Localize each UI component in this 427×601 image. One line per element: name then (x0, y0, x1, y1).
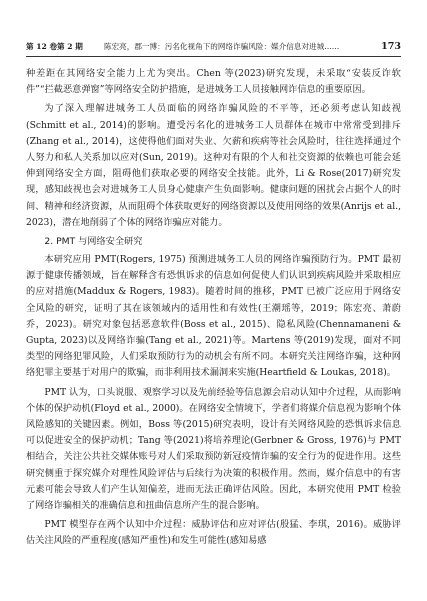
paragraph: 种差距在其网络安全能力上尤为突出。Chen 等(2023)研究发现，未采取“安装反诈软件”“拦截恶意弹窗”等网络安全防护措施，是进城务工人员接触网诈信息的重要原因。 (26, 68, 401, 96)
section-heading: 2. PMT 与网络安全研究 (44, 236, 143, 248)
volume-issue: 第 12 卷第 2 期 (26, 42, 83, 51)
header-rule (26, 56, 401, 57)
running-header (26, 40, 401, 54)
paragraph: 为了深入理解进城务工人员面临的网络诈骗风险的不平等，还必须考虑认知歧视(Schmitt et al., 2014)的影响。遭受污名化的进城务工人员群体在城市中常常受到排斥(Zhang et al., 2014)，这使得他们面对失业、欠薪和疾病等社会风险时，往往选择通过个人努力和私人关系加以应对(Sun, 2019)。这种对有限的个人和社交资源的依赖也可能会延伸到网络安全方面，阻碍他们获取必要的网络安全技能。此外，Li & Rose(2017)研究发现，感知歧视也会对进城务工人员身心健康产生负面影响。健康问题的困扰会占据个人的时间、精神和经济资源，从而阻碍个体获取更好的网络资源以及使用网络的效果(Anrijs et al., 2023)，潜在地削弱了个体的网络诈骗应对能力。 (26, 103, 401, 228)
paragraph: 本研究应用 PMT(Rogers, 1975) 预测进城务工人员的网络诈骗预防行为。PMT 最初源于健康传播领域，旨在解释含有恐惧诉求的信息如何促使人们认识到疾病风险并采取相应的应对措施(Maddux & Rogers, 1983)。随着时间的推移，PMT 已被广泛应用于网络安全风险的研究，证明了其在该领域内的适用性和有效性(王潮瑶等，2019；陈宏亮、萧蔚乔，2023)。研究对象包括恶意软件(Boss et al., 2015)、隐私风险(Chennamaneni & Gupta, 2023)以及网络诈骗(Tang et al., 2021)等。Martens 等(2019)发现，面对不同类型的网络犯罪风险，人们采取预防行为的动机会有所不同。本研究关注网络诈骗，这种网络犯罪主要基于对用户的欺骗，而非利用技术漏洞来实施(Heartfield & Loukas, 2018)。 (26, 254, 401, 379)
running-title: 陈宏亮，郡一博：污名化视角下的网络诈骗风险：媒介信息对进城…… (104, 42, 340, 51)
article-body (26, 66, 401, 553)
paragraph: PMT 认为，口头说服、观察学习以及先前经验等信息源会启动认知中介过程，从而影响个体的保护动机(Floyd et al., 2000)。在网络安全情境下，学者们将媒介信息视为影响个体风险感知的关键因素。例如，Boss 等(2015)研究表明，设计有关网络风险的恐惧诉求信息可以促进安全的保护动机；Tang 等(2021)将培养理论(Gerbner & Gross, 1976)与 PMT 相结合，关注公共社交媒体账号对人们采取预防新冠疫情诈骗的安全行为的促进作用。这些研究侧重于探究媒介对理性风险评估与后续行为决策的积极作用。然而，媒介信息中的有害元素可能会导致人们产生认知偏差，进而无法正确评估风险。因此，本研究使用 PMT 检验了网络诈骗相关的准确信息和扭曲信息所产生的混合影响。 (26, 386, 401, 512)
page-number: 173 (381, 41, 401, 52)
paragraph: PMT 模型存在两个认知中介过程：威胁评估和应对评估(殷猛、李琪，2016)。威胁评估关注风险的严重程度(感知严重性)和发生可能性(感知易感 (26, 519, 401, 547)
